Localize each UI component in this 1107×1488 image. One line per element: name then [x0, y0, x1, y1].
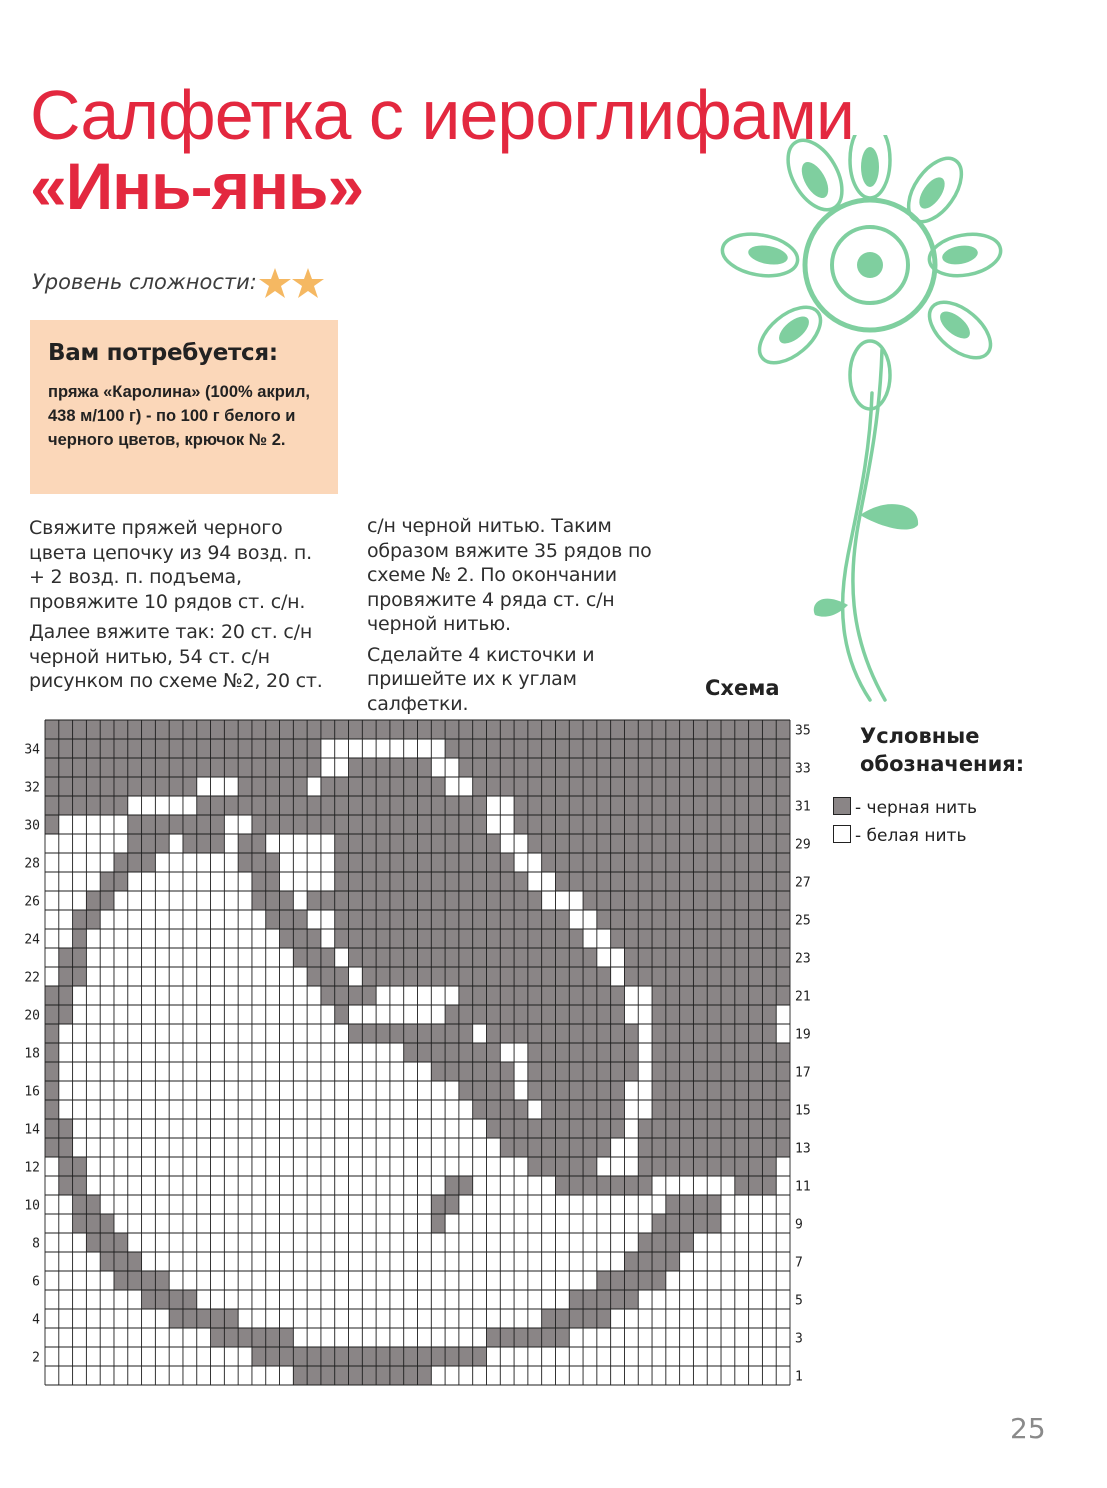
row-number-label: 10	[24, 1198, 40, 1214]
row-number-label: 24	[24, 932, 40, 948]
grid-cell-black	[735, 1176, 776, 1195]
instruction-paragraph: Далее вяжите так: 20 ст. с/н черной нитью, 54 ст. с/н рисунком по схеме №2, 20 ст.	[29, 621, 323, 692]
grid-cell-black	[445, 739, 790, 758]
legend-white-swatch	[833, 825, 851, 843]
row-number-label: 2	[32, 1350, 40, 1366]
row-number-label: 14	[24, 1122, 40, 1138]
grid-cell-black	[114, 853, 155, 872]
grid-cell-black	[335, 910, 570, 929]
row-number-label: 6	[32, 1274, 40, 1290]
row-number-label: 28	[24, 856, 40, 872]
grid-cell-black	[528, 1081, 625, 1100]
grid-cell-black	[473, 777, 790, 796]
row-number-label: 22	[24, 970, 40, 986]
row-number-label: 19	[795, 1027, 811, 1043]
grid-cell-black	[238, 777, 307, 796]
legend-black-thread	[833, 797, 977, 818]
grid-cell-black	[45, 1081, 59, 1100]
grid-cell-black	[583, 891, 790, 910]
row-number-label: 13	[795, 1141, 811, 1157]
grid-cell-black	[45, 1100, 59, 1119]
legend-white-label: - белая нить	[855, 826, 967, 846]
row-number-label: 3	[795, 1331, 803, 1347]
grid-cell-black	[652, 1214, 721, 1233]
grid-cell-black	[638, 1138, 790, 1157]
grid-cell-black	[252, 1347, 487, 1366]
row-number-label: 17	[795, 1065, 811, 1081]
grid-cell-black	[183, 834, 224, 853]
grid-cell-black	[128, 815, 225, 834]
row-number-label: 11	[795, 1179, 811, 1195]
grid-cell-black	[45, 1043, 59, 1062]
grid-cell-black	[638, 1119, 790, 1138]
grid-cell-black	[86, 1233, 127, 1252]
grid-cell-black	[555, 1176, 652, 1195]
materials-heading: Вам потребуется:	[48, 340, 278, 366]
grid-cell-black	[569, 1290, 638, 1309]
row-number-label: 9	[795, 1217, 803, 1233]
grid-cell-black	[335, 1005, 349, 1024]
page-number: 25	[1010, 1412, 1046, 1445]
grid-cell-black	[307, 891, 542, 910]
title-line-2: «Инь-янь»	[30, 149, 364, 224]
grid-cell-black	[349, 1024, 473, 1043]
grid-cell-black	[45, 777, 197, 796]
grid-cell-black	[238, 853, 279, 872]
grid-cell-black	[611, 929, 790, 948]
instruction-paragraph: Сделайте 4 кисточки и пришейте их к углам салфетки.	[367, 643, 595, 715]
row-number-label: 21	[795, 989, 811, 1005]
difficulty-label: Уровень сложности:	[32, 270, 257, 294]
grid-cell-black	[528, 834, 790, 853]
grid-cell-black	[486, 1024, 638, 1043]
materials-text: пряжа «Каролина» (100% акрил, 438 м/100 г) - по 100 г белого и черного цветов, крючок № 2.	[48, 383, 311, 449]
legend-black-label: - черная нить	[855, 798, 978, 818]
grid-cell-black	[542, 1309, 611, 1328]
grid-cell-black	[252, 815, 487, 834]
grid-cell-black	[45, 1024, 59, 1043]
row-number-label: 12	[24, 1160, 40, 1176]
row-number-label: 20	[24, 1008, 40, 1024]
grid-cell-black	[128, 834, 169, 853]
row-number-label: 29	[795, 837, 811, 853]
row-number-label: 26	[24, 894, 40, 910]
grid-cell-black	[169, 1309, 238, 1328]
grid-cell-black	[197, 796, 487, 815]
grid-cell-black	[652, 1005, 776, 1024]
grid-cell-black	[73, 1214, 114, 1233]
row-number-label: 25	[795, 913, 811, 929]
title-line-1: Салфетка с иероглифами	[30, 76, 854, 154]
row-number-label: 16	[24, 1084, 40, 1100]
row-number-label: 15	[795, 1103, 811, 1119]
grid-cell-black	[431, 1214, 445, 1233]
grid-cell-black	[100, 1252, 141, 1271]
instruction-paragraph: с/н черной нитью. Таким образом вяжите 35 рядов по схеме № 2. По окончании провяжите 4 ряда ст. с/н черной нитью.	[367, 515, 652, 635]
row-number-label: 33	[795, 761, 811, 777]
grid-cell-black	[445, 1005, 624, 1024]
row-number-label: 35	[795, 723, 811, 739]
grid-cell-black	[280, 929, 321, 948]
grid-cell-black	[45, 1062, 59, 1081]
grid-cell-black	[73, 929, 87, 948]
legend-title: Условные обозначения:	[860, 724, 1025, 776]
row-number-label: 23	[795, 951, 811, 967]
row-number-label: 4	[32, 1312, 40, 1328]
grid-cell-black	[335, 853, 514, 872]
grid-cell-black	[252, 891, 293, 910]
grid-cell-black	[266, 910, 307, 929]
row-number-label: 18	[24, 1046, 40, 1062]
grid-cell-black	[321, 777, 445, 796]
row-number-label: 32	[24, 780, 40, 796]
row-number-label: 7	[795, 1255, 803, 1271]
grid-cell-black	[652, 1024, 776, 1043]
scheme-label: Схема	[705, 676, 780, 700]
row-number-label: 5	[795, 1293, 803, 1309]
grid-cell-black	[307, 967, 348, 986]
row-number-label: 8	[32, 1236, 40, 1252]
grid-cell-black	[555, 872, 790, 891]
row-number-label: 31	[795, 799, 811, 815]
row-number-label: 27	[795, 875, 811, 891]
row-number-label: 34	[24, 742, 40, 758]
grid-cell-black	[597, 1271, 666, 1290]
grid-cell-black	[45, 815, 59, 834]
instruction-paragraph: Свяжите пряжей черного цвета цепочку из 94 возд. п. + 2 возд. п. подъема, провяжите 10 рядов ст. с/н.	[29, 517, 312, 613]
grid-cell-black	[293, 948, 334, 967]
row-number-label: 30	[24, 818, 40, 834]
grid-cell-black	[404, 1043, 501, 1062]
row-number-label: 1	[795, 1369, 803, 1385]
legend-black-swatch	[833, 797, 851, 815]
grid-cell-black	[528, 1157, 597, 1176]
legend-white-thread	[833, 825, 966, 846]
